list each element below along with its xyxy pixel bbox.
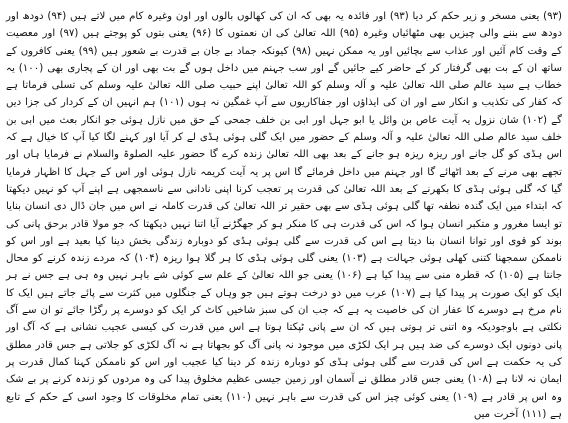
commentary-paragraph: (۹۳) یعنی مسخر و زیر حکم کر دیا (۹۳) اور فائدہ یہ بھی کہ ان کی کھالوں بالوں اور اون وغیرہ کام میں لاتے ہیں (۹۴) دودھ اور دودھ سے بننے والی چیزیں بھی مٹھائیاں وغیرہ (۹۵) اللہ تعالیٰ کی ان نعمتوں کا (۹۶) یعنی بتوں کو پوجتے ہیں (۹۷) اور معصیت کے وقت کام آئیں اور عذاب سے بچائیں اور یہ ممکن نہیں (۹۸) کیونکہ جماد بے جان بے قدرت بے شعور ہیں (۹۹) یعنی کافروں کے ساتھ ان کے بت بھی گرفتار کر کے حاضر کیے جائیں گے اور سب جہنم میں داخل ہوں گے بت بھی اور ان کے پجاری بھی (۱۰۰) یہ خطاب ہے سید عالم صلی اللہ تعالیٰ علیہ و آلہ وسلم کو اللہ تعالیٰ اپنے حبیب صلی اللہ تعالیٰ علیہ وسلم کی تسلی فرماتا ہے کہ کفار کی تکذیب و انکار سے اور ان کی ایذاؤں اور جفاکاریوں سے آپ غمگین نہ ہوں (۱۰۱) ہم انہیں ان کے کردار کی جزا دیں گے (۱۰۲) شان نزول یہ آیت عاص بن وائل یا ابو جہل اور ابی بن خلف جمحی کے حق میں نازل ہوئی جو انکار بعث میں ابی بن خلف سید عالم صلی اللہ تعالیٰ علیہ و آلہ وسلم کے حضور میں ایک گلی ہوئی ہڈی لے کر آیا اور کہنے لگا کیا آپ کا خیال ہے کہ اس ہڈی کو گل جانے اور ریزہ ریزہ ہو جانے کے بعد بھی اللہ تعالیٰ زندہ کرے گا حضور علیہ الصلوۃ والسلام نے فرمایا ہاں اور تجھے بھی مرنے کے بعد اٹھائے گا اور جہنم میں داخل فرمائے گا اس پر یہ آیت کریمہ نازل ہوئی اور اس کے جہل کا اظہار فرمایا گیا کہ گلی ہوئی ہڈی کا بکھرنے کے بعد اللہ تعالیٰ کی قدرت پر تعجب کرنا اپنی نادانی سے ناسمجھی ہے اپنے آپ کو نہیں دیکھتا کہ ابتداء میں ایک گندہ نطفہ تھا گلی ہوئی ہڈی سے بھی حقیر تر اللہ تعالیٰ کی قدرت کاملہ نے اس میں جان ڈال دی انسان بنایا تو ایسا مغرور و متکبر انسان ہوا کہ اس کی قدرت ہی کا منکر ہو کر جھگڑنے آیا اتنا نہیں دیکھتا کہ جو مولا قادر برحق پانی کی بوند کو قوی اور توانا انسان بنا دیتا ہے اس کی قدرت سے گلی ہوئی ہڈی کو دوبارہ زندگی بخش دینا کیا بعید ہے اور اس کو ناممکن سمجھنا کتنی کھلی ہوئی جہالت ہے (۱۰۳) یعنی گلی ہوئی ہڈی کا ہر گلا ہوا ریزہ (۱۰۴) کہ مردے زندہ کرنے کو محال جانتا ہے (۱۰۵) کہ قطرہ منی سے پیدا کیا ہے (۱۰۶) یعنی جو اللہ تعالیٰ کے علم سے کوئی شے باہر نہیں وہ ہی ہے جس نے ہر ایک کو ایک صورت پر پیدا کیا ہے (۱۰۷) عرب میں دو درخت ہوتے ہیں جو وہاں کے جنگلوں میں کثرت سے پائے جاتے ہیں ایک کا نام مرخ ہے دوسرے کا عفار ان کی خاصیت یہ ہے کہ جب ان کی سبز شاخیں کاٹ کر ایک کو دوسرے پر رگڑا جائے تو ان سے آگ نکلتی ہے باوجودیکہ وہ اتنی تر ہوتی ہیں کہ ان سے پانی ٹپکتا ہوتا ہے اس میں قدرت کی کیسی عجیب نشانی ہے کہ آگ اور پانی دونوں ایک دوسرے کی ضد ہیں ہر ایک لکڑی میں موجود نہ پانی آگ کو بجھاتا ہے نہ آگ لکڑی کو جلاتی ہے جس قادر مطلق کی یہ حکمت ہے اس کی قدرت سے گلی ہوئی ہڈی کو دوبارہ زندہ کر دینا کیا عجیب اور اس کو ناممکن کہنا کمال قدرت پر ایمان نہ لانا ہے (۱۰۸) یعنی جس قادر مطلق نے آسمان اور زمین جیسی عظیم مخلوق پیدا کی وہ مردوں کو زندہ کرنے پر بے شک وہ اس پر قادر ہے (۱۰۹) یعنی کوئی چیز اس کی قدرت سے باہر نہیں (۱۱۰) یعنی تمام مخلوقات کا وجود اسی کے حکم کے تابع ہے (۱۱۱) آخرت میں xyxy=(6,11,563,420)
